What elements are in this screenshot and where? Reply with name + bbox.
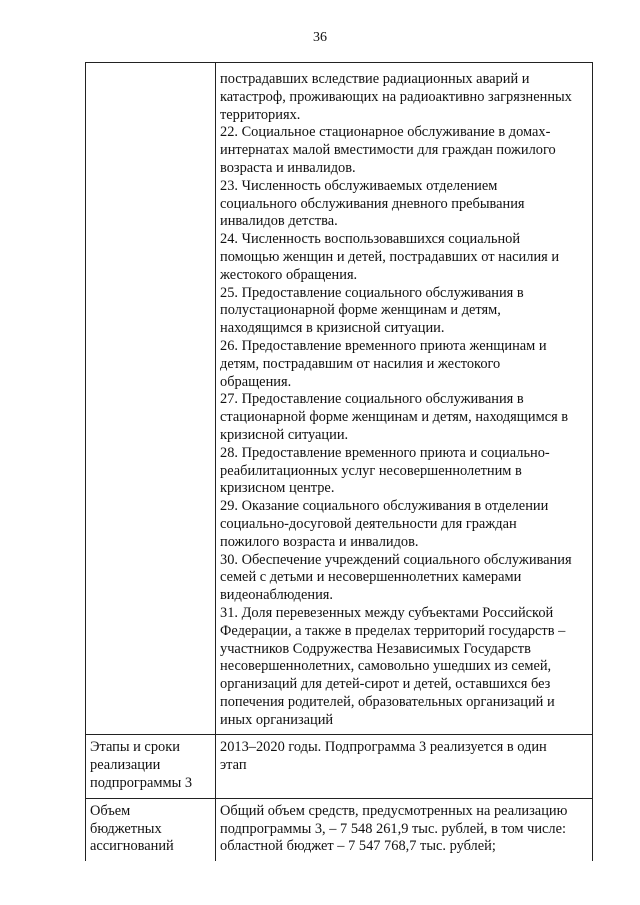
stages-value-cell [216,735,593,798]
budget-row [86,798,593,861]
indicator-text-line: реабилитационных услуг несовершеннолетним в [220,462,522,479]
row-value-line: Общий объем средств, предусмотренных на реализацию [220,802,568,819]
indicator-text-line: интернатах малой вместимости для граждан пожилого [220,142,556,159]
row-label-line: бюджетных [90,820,162,837]
indicator-text-line: 22. Социальное стационарное обслуживание в домах- [220,124,551,141]
indicator-text-line: Федерации, а также в пределах территорий государств – [220,622,566,639]
indicator-text-line: 23. Численность обслуживаемых отделением [220,177,498,194]
indicator-text-line: семей с детьми и несовершеннолетних камерами [220,569,522,586]
indicator-text-line: социального обслуживания дневного пребывания [220,195,525,212]
indicator-text-line: кризисной ситуации. [220,426,349,443]
indicator-text-line: катастроф, проживающих на радиоактивно загрязненных [220,88,572,105]
indicator-text-line: возраста и инвалидов. [220,159,356,176]
indicators-list-cell [216,63,593,735]
row-label-line: ассигнований [90,838,174,855]
row-value-line: этап [220,757,247,774]
indicator-text-line: пострадавших вследствие радиационных аварий и [220,71,530,87]
indicator-text-line: 26. Предоставление временного приюта женщинам и [220,337,547,354]
row-label-line: Объем [90,802,131,819]
indicator-text-line: 24. Численность воспользовавшихся социальной [220,231,521,248]
indicator-text-line: иных организаций [220,711,334,728]
indicator-text-line: 31. Доля перевезенных между субъектами Российской [220,604,554,621]
stages-row [86,735,593,798]
indicator-text-line: 30. Обеспечение учреждений социального обслуживания [220,551,572,568]
indicator-text-line: кризисном центре. [220,480,335,497]
indicator-text-line: детям, пострадавшим от насилия и жестокого [220,355,501,372]
indicator-text-line: обращения. [220,373,292,390]
indicator-text-line: полустационарной форме женщинам и детям, [220,302,501,319]
indicator-text-line: социально-досуговой деятельности для граждан [220,515,517,532]
row-value-line: 2013–2020 годы. Подпрограмма 3 реализуется в один [220,739,547,756]
stages-label-cell [86,735,216,798]
row-value-line: областной бюджет – 7 547 768,7 тыс. рублей; [220,838,496,855]
row-label-line: подпрограммы 3 [90,775,193,792]
indicator-text-line: территориях. [220,106,301,123]
indicator-text-line: организаций для детей-сирот и детей, оставшихся без [220,676,551,693]
indicator-text-line: несовершеннолетних, самовольно ушедших из семей, [220,658,552,675]
indicator-text-line: видеонаблюдения. [220,587,333,604]
indicator-text-line: стационарной форме женщинам и детям, находящимся в [220,409,569,426]
row-label-line: Этапы и сроки [90,739,180,756]
indicators-continuation-row [86,63,593,735]
indicator-text-line: инвалидов детства. [220,213,338,230]
indicator-text-line: находящимся в кризисной ситуации. [220,320,445,337]
subprogram-passport-table [85,62,593,861]
indicator-text-line: помощью женщин и детей, пострадавших от насилия и [220,248,560,265]
budget-value-cell [216,798,593,861]
indicator-text-line: попечения родителей, образовательных организаций и [220,693,555,710]
indicator-text-line: 25. Предоставление социального обслуживания в [220,284,524,301]
indicator-text-line: пожилого возраста и инвалидов. [220,533,419,550]
indicator-text-line: участников Содружества Независимых Государств [220,640,531,657]
row-label-line: реализации [90,757,161,774]
indicators-label-cell [86,63,216,735]
page-number: 36 [313,30,327,45]
indicator-text-line: 27. Предоставление социального обслуживания в [220,391,524,408]
budget-label-cell [86,798,216,861]
row-value-line: подпрограммы 3, – 7 548 261,9 тыс. рублей, в том числе: [220,820,566,837]
indicator-text-line: 28. Предоставление временного приюта и социально- [220,444,550,461]
indicator-text-line: 29. Оказание социального обслуживания в отделении [220,498,549,515]
indicator-text-line: жестокого обращения. [220,266,358,283]
